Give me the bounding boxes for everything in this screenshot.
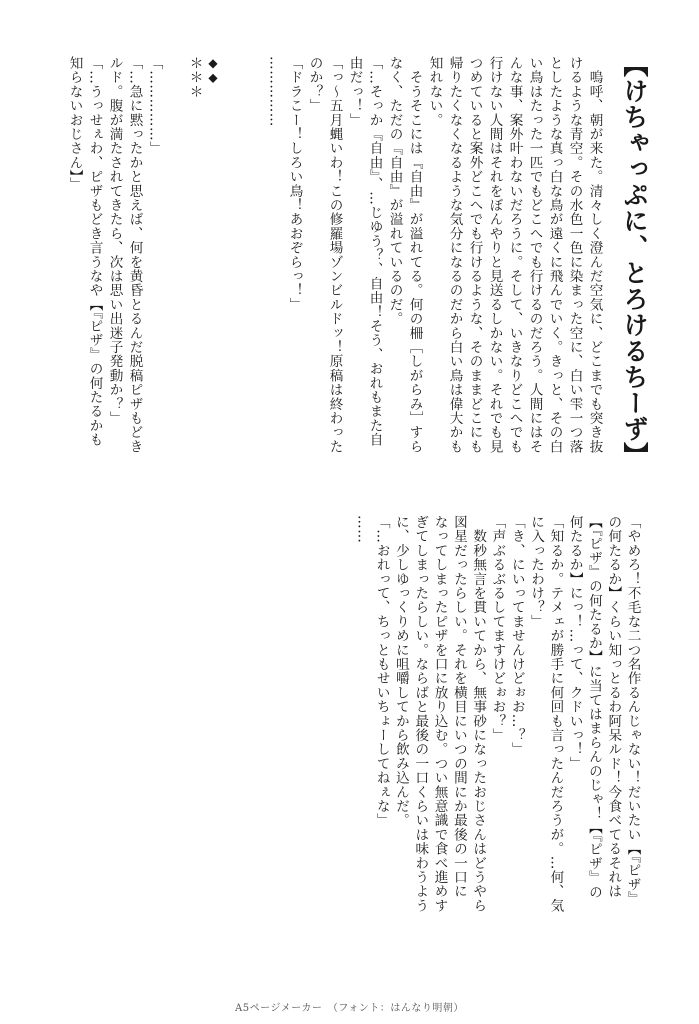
text-column: 嗚呼、朝が来た。清々しく澄んだ空気に、どこまでも突き抜 xyxy=(586,56,603,454)
text-column: けるような青空。その水色一色に染まった空に、白い雫一つ落 xyxy=(566,56,583,454)
story-title: 【けちゃっぷに、とろけるちーず】 xyxy=(620,52,649,468)
text-column: に、少しゆっくりめに咀嚼してから飲み込んだ。 xyxy=(392,515,409,828)
section-diamonds: ◆◆ xyxy=(206,56,220,86)
text-column: 「やめろ！不毛な二つ名作るんじゃない！だいたい【『ピザ』 xyxy=(624,515,641,906)
text-column: 「…急に黙ったかと思えば、何を黄昏とるんだ脱稿ピザもどき xyxy=(126,56,143,454)
text-column: 知れない。 xyxy=(426,56,443,127)
text-column: 「き、にいってませんけどぉお…？」 xyxy=(508,515,525,757)
text-column: 「…そっか『自由』、…じゆう？、自由！そう、おれもまた自 xyxy=(366,56,383,447)
text-column: 「ドラこー！しろい鳥！あおぞらっ！」 xyxy=(286,56,303,312)
text-column: に入ったわけ？」 xyxy=(528,515,545,629)
text-column: の何たるか】くらい知っとるわ阿呆ルド！今食べてるそれは xyxy=(605,515,622,899)
text-column: 知らないおじさん】」 xyxy=(66,56,83,192)
footer-credit: A5ページメーカー （フォント：はんなり明朝） xyxy=(235,1003,464,1014)
text-column: ぎてしまったらしい。ならばと最後の一口くらいは味わうよう xyxy=(412,515,429,913)
text-column: 帰りたくなくなるような気分になるのだから白い鳥は偉大かも xyxy=(446,56,463,454)
text-column: 「…うっせぇわ、ピザもどき言うなや【『ピザ』の何たるかも xyxy=(86,56,103,447)
text-column: 「声ぶるぶるしてますけどぉお？」 xyxy=(489,515,506,743)
text-column: としたような真っ白な鳥が遠くに飛んでいく。きっと、その白 xyxy=(546,56,563,454)
text-column: 行けない人間はそれをぼんやりと見送るしかない。それでも見 xyxy=(486,56,503,454)
text-column: ルド。腹が満たされてきたら、次は思い出迷子発動か？」 xyxy=(106,56,123,426)
text-column: …………… xyxy=(266,56,283,127)
text-column: なってしまったピザを口に放り込む。つい無意識で食べ進めす xyxy=(431,515,448,913)
text-column: い鳥はたった一匹でもどこへでも行けるのだろう。人間にはそ xyxy=(526,56,543,454)
text-column: 「知るか。テメェが勝手に何回も言ったんだろうが。…何、気 xyxy=(547,515,564,913)
text-column: 何たるか】にっ！…って、クドいっ！」 xyxy=(566,515,583,771)
text-column: んな事、案外叶わないだろうに。そして、いきなりどこへでも xyxy=(506,56,523,454)
text-column: つめていると案外どこへでも行けるような、そのままどこにも xyxy=(466,56,483,454)
text-column: 「っ～五月蝿いわ！この修羅場ゾンビルドッ！原稿は終わった xyxy=(326,56,343,454)
text-column: 数秒無言を貫いてから、無事砂になったおじさんはどうやら xyxy=(470,515,487,913)
text-column: そうそこには『自由』が溢れてる。何の柵［しがらみ］すら xyxy=(406,56,423,454)
text-column: なく、ただの『自由』が溢れているのだ。 xyxy=(386,56,403,326)
text-column: 【『ピザ』の何たるか】に当てはまらんのじゃ！【『ピザ』の xyxy=(585,515,602,899)
text-column: 由だっ！」 xyxy=(346,56,363,127)
text-column: …… xyxy=(354,515,371,544)
text-column: 図星だったらしい。それを横目にいつの間にか最後の一口に xyxy=(450,515,467,899)
text-column: のか？」 xyxy=(306,56,323,113)
text-column: 「…おれって、ちっともせいちょーしてねぇな」 xyxy=(373,515,390,828)
text-column: 「……………」 xyxy=(146,56,163,156)
text-column: ＊＊＊ xyxy=(186,56,203,99)
